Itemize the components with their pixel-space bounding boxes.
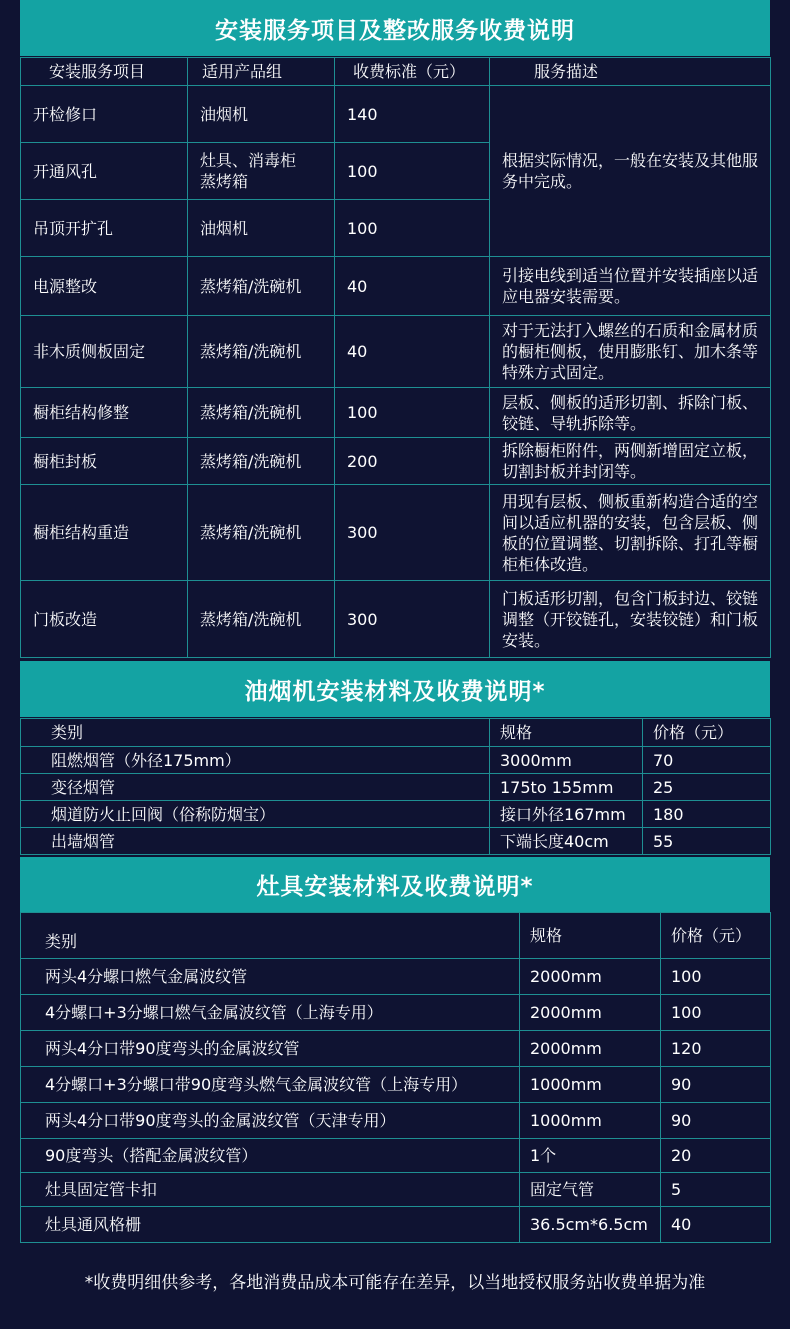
- cell-desc: 用现有层板、侧板重新构造合适的空间以适应机器的安装，包含层板、侧板的位置调整、切割拆除、打孔等橱柜柜体改造。: [490, 485, 771, 581]
- cell-item: 吊顶开扩孔: [21, 200, 188, 257]
- table-row: [21, 1103, 771, 1139]
- table-row: [21, 388, 771, 438]
- cell-category: 变径烟管: [21, 774, 490, 801]
- cell-category: 两头4分口带90度弯头的金属波纹管（天津专用）: [21, 1103, 520, 1139]
- cell-item: 橱柜封板: [21, 438, 188, 485]
- cell-spec: 36.5cm*6.5cm: [520, 1207, 661, 1243]
- table-row: [21, 828, 771, 855]
- cell-category: 阻燃烟管（外径175mm）: [21, 747, 490, 774]
- cell-product: 蒸烤箱/洗碗机: [188, 257, 335, 316]
- table-header-row: [21, 58, 771, 86]
- cell-item: 门板改造: [21, 581, 188, 658]
- cell-product: 蒸烤箱/洗碗机: [188, 388, 335, 438]
- table-row: [21, 1173, 771, 1207]
- cell-spec: 固定气管: [520, 1173, 661, 1207]
- cell-price: 40: [661, 1207, 771, 1243]
- cell-price: 180: [643, 801, 771, 828]
- table-row: [21, 581, 771, 658]
- header-cell: 安装服务项目: [21, 58, 188, 86]
- cell-category: 灶具通风格栅: [21, 1207, 520, 1243]
- table-row: [21, 86, 771, 143]
- table-row: [21, 316, 771, 388]
- cell-price: 300: [335, 485, 490, 581]
- cell-price: 90: [661, 1067, 771, 1103]
- cell-price: 100: [335, 388, 490, 438]
- cell-desc: 引接电线到适当位置并安装插座以适应电器安装需要。: [490, 257, 771, 316]
- cell-category: 两头4分口带90度弯头的金属波纹管: [21, 1031, 520, 1067]
- cell-price: 200: [335, 438, 490, 485]
- cell-price: 40: [335, 257, 490, 316]
- table-row: [21, 485, 771, 581]
- hood-materials-table: [20, 718, 771, 855]
- cell-price: 40: [335, 316, 490, 388]
- cell-desc: 门板适形切割，包含门板封边、铰链调整（开铰链孔，安装铰链）和门板安装。: [490, 581, 771, 658]
- cell-item: 开通风孔: [21, 143, 188, 200]
- cell-price: 100: [335, 143, 490, 200]
- header-cell: 规格: [520, 913, 661, 959]
- header-cell: 收费标准（元）: [335, 58, 490, 86]
- cell-price: 70: [643, 747, 771, 774]
- header-cell: 规格: [490, 719, 643, 747]
- cell-category: 出墙烟管: [21, 828, 490, 855]
- cell-spec: 2000mm: [520, 1031, 661, 1067]
- cell-spec: 3000mm: [490, 747, 643, 774]
- table-row: [21, 747, 771, 774]
- cell-spec: 2000mm: [520, 995, 661, 1031]
- cell-desc-merged: 根据实际情况，一般在安装及其他服务中完成。: [490, 86, 771, 257]
- cell-item: 橱柜结构重造: [21, 485, 188, 581]
- table-row: [21, 1139, 771, 1173]
- header-cell: 服务描述: [490, 58, 771, 86]
- cell-price: 120: [661, 1031, 771, 1067]
- header-cell: 类别: [21, 719, 490, 747]
- cell-spec: 1000mm: [520, 1067, 661, 1103]
- cell-desc: 层板、侧板的适形切割、拆除门板、铰链、导轨拆除等。: [490, 388, 771, 438]
- header-cell: 价格（元）: [661, 913, 771, 959]
- cell-price: 140: [335, 86, 490, 143]
- cell-spec: 下端长度40cm: [490, 828, 643, 855]
- cell-category: 烟道防火止回阀（俗称防烟宝）: [21, 801, 490, 828]
- cell-product: 蒸烤箱/洗碗机: [188, 316, 335, 388]
- table-row: [21, 774, 771, 801]
- cell-category: 灶具固定管卡扣: [21, 1173, 520, 1207]
- section1-title: 安装服务项目及整改服务收费说明: [20, 0, 770, 56]
- header-cell: 类别: [21, 913, 520, 959]
- stove-materials-table: [20, 912, 771, 1243]
- cell-category: 4分螺口+3分螺口带90度弯头燃气金属波纹管（上海专用）: [21, 1067, 520, 1103]
- cell-desc: 对于无法打入螺丝的石质和金属材质的橱柜侧板，使用膨胀钉、加木条等特殊方式固定。: [490, 316, 771, 388]
- cell-spec: 1个: [520, 1139, 661, 1173]
- cell-spec: 1000mm: [520, 1103, 661, 1139]
- cell-item: 开检修口: [21, 86, 188, 143]
- cell-product: 油烟机: [188, 86, 335, 143]
- cell-product: 灶具、消毒柜 蒸烤箱: [188, 143, 335, 200]
- cell-price: 100: [661, 995, 771, 1031]
- cell-price: 20: [661, 1139, 771, 1173]
- footnote: *收费明细供参考，各地消费品成本可能存在差异，以当地授权服务站收费单据为准: [84, 1273, 706, 1293]
- table-header-row: [21, 719, 771, 747]
- cell-price: 25: [643, 774, 771, 801]
- cell-product: 油烟机: [188, 200, 335, 257]
- header-cell: 适用产品组: [188, 58, 335, 86]
- cell-spec: 接口外径167mm: [490, 801, 643, 828]
- cell-price: 55: [643, 828, 771, 855]
- table-row: [21, 1067, 771, 1103]
- cell-item: 电源整改: [21, 257, 188, 316]
- cell-price: 100: [335, 200, 490, 257]
- table-row: [21, 995, 771, 1031]
- cell-item: 橱柜结构修整: [21, 388, 188, 438]
- table-row: [21, 959, 771, 995]
- cell-desc: 拆除橱柜附件，两侧新增固定立板，切割封板并封闭等。: [490, 438, 771, 485]
- cell-product: 蒸烤箱/洗碗机: [188, 438, 335, 485]
- cell-price: 5: [661, 1173, 771, 1207]
- cell-spec: 175to 155mm: [490, 774, 643, 801]
- cell-category: 4分螺口+3分螺口燃气金属波纹管（上海专用）: [21, 995, 520, 1031]
- table-row: [21, 438, 771, 485]
- table-row: [21, 801, 771, 828]
- section3-title: 灶具安装材料及收费说明*: [20, 857, 770, 912]
- cell-item: 非木质侧板固定: [21, 316, 188, 388]
- table-row: [21, 1031, 771, 1067]
- header-cell: 价格（元）: [643, 719, 771, 747]
- table-header-row: [21, 913, 771, 959]
- service-fee-table: [20, 57, 771, 658]
- cell-price: 90: [661, 1103, 771, 1139]
- cell-spec: 2000mm: [520, 959, 661, 995]
- cell-product: 蒸烤箱/洗碗机: [188, 581, 335, 658]
- cell-price: 300: [335, 581, 490, 658]
- table-row: [21, 257, 771, 316]
- cell-category: 两头4分螺口燃气金属波纹管: [21, 959, 520, 995]
- cell-category: 90度弯头（搭配金属波纹管）: [21, 1139, 520, 1173]
- cell-product: 蒸烤箱/洗碗机: [188, 485, 335, 581]
- table-row: [21, 1207, 771, 1243]
- section2-title: 油烟机安装材料及收费说明*: [20, 661, 770, 717]
- cell-price: 100: [661, 959, 771, 995]
